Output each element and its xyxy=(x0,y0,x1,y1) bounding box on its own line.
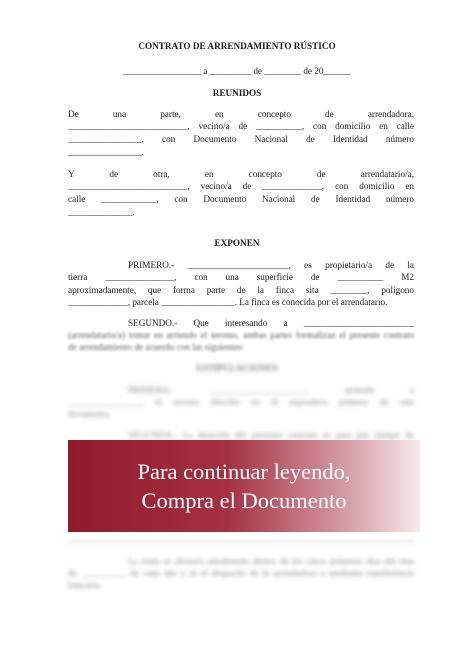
primero-line1: PRIMERO.- ______________________, es propietario/a de la xyxy=(128,260,414,270)
banner-line-2: Compra el Documento xyxy=(141,488,347,513)
primero-line2: tierra _______________, con una superficie de __________ M2 xyxy=(68,272,414,282)
bottom-line1: La renta se abonará anualmente dentro de los cinco primeros días del mes xyxy=(128,556,414,566)
reunidos-p1-line3: ________________, con Documento Nacional de Identidad número xyxy=(68,134,414,144)
place-date-line: _________________ a _________ de ________ de 20______ xyxy=(122,66,352,76)
reunidos-p1-line2: __________________________, vecino/a de __________, con domicilio en calle xyxy=(68,121,414,131)
primera-line2: ________________, el terreno descrito en el expositivo primero de este xyxy=(68,397,414,407)
reunidos-heading: REUNIDOS xyxy=(212,88,262,98)
purchase-banner[interactable] xyxy=(68,440,420,532)
reunidos-p2-line3: calle ____________, con Documento Nacional de Identidad número xyxy=(68,194,414,204)
segundo-line1: SEGUNDO.- Que interesando a ________________________ xyxy=(128,318,414,328)
banner-line-1: Para continuar leyendo, xyxy=(137,459,351,484)
reunidos-p1-line4: ________________. xyxy=(68,147,144,157)
bottom-line2: de __________ de cada año y se el despacho de la arrendadora o mediante transferencia xyxy=(68,568,414,578)
exponen-heading: EXPONEN xyxy=(214,238,260,248)
segunda-line1: SEGUNDA.- La duración del presente contrato es para por tiempo de xyxy=(128,430,414,440)
segundo-line3: de arrendamiento de acuerdo con las siguientes: xyxy=(68,342,245,352)
primera-line3: documento. xyxy=(68,409,112,419)
estipulaciones-heading: ESTIPULACIONES xyxy=(196,363,278,373)
primero-line4: _____________, parcela ________________. La finca es conocida por el arrendatario. xyxy=(68,297,388,307)
document-title: CONTRATO DE ARRENDAMIENTO RÚSTICO xyxy=(138,41,336,51)
primera-line1: PRIMERA.- _____________________, arrienda a xyxy=(128,385,414,395)
segundo-line2: (arrendatario/a) tomar en arriendo el terreno, ambas partes formalizan el presente contrato xyxy=(68,330,414,340)
reunidos-p1-line1: De una parte, en concepto de arrendadora, xyxy=(68,109,414,119)
reunidos-p2-line1: Y de otra, en concepto de arrendatario/a, xyxy=(68,169,414,179)
bottom-line3: bancaria. xyxy=(68,580,102,590)
reunidos-p2-line2: __________________________, vecino/a de _____________, con domicilio en xyxy=(68,181,414,191)
blurred-rule xyxy=(68,535,414,542)
primero-line3: aproximadamente, que forma parte de la finca sita ________, polígono xyxy=(68,285,414,295)
reunidos-p2-line4: ______________. xyxy=(68,207,135,217)
